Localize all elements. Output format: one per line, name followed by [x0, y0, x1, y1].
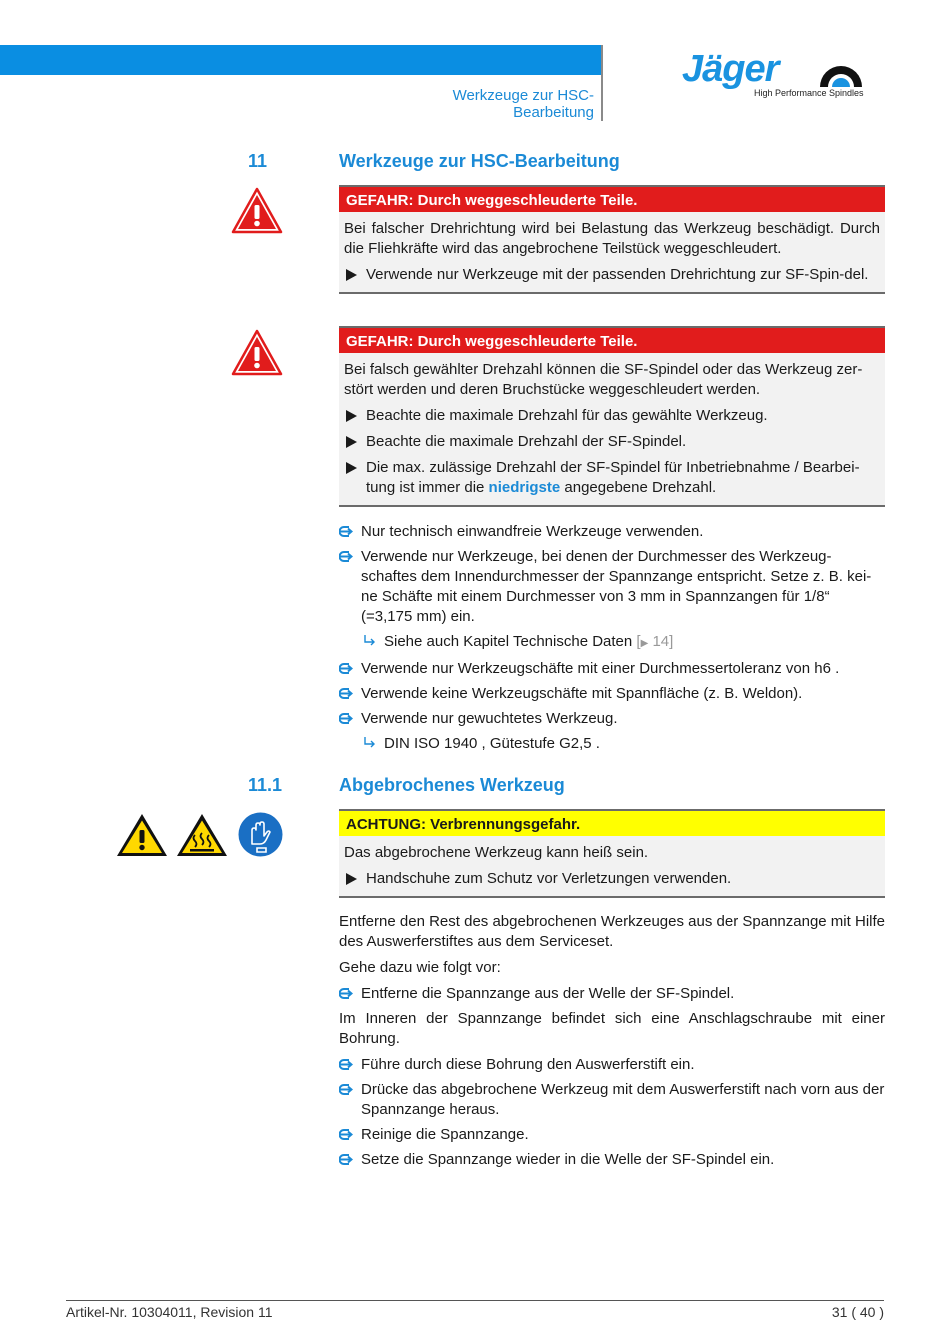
highlight-word: niedrigste: [488, 479, 561, 496]
rule-text: Verwende keine Werkzeugschäfte mit Spannfläche (z. B. Weldon).: [361, 685, 803, 702]
page-number: 31 ( 40 ): [831, 1304, 884, 1320]
action-arrow-icon: [339, 712, 353, 726]
danger-label: GEFAHR: Durch weggeschleuderte Teile.: [339, 185, 885, 212]
danger-action: [344, 458, 880, 498]
danger-action: Beachte die maximale Drehzahl für das gewählte Werkzeug.: [344, 406, 880, 426]
action-arrow-icon: [339, 1058, 353, 1072]
action-arrow-icon: [339, 1083, 353, 1097]
rules-list: [339, 522, 885, 759]
danger-text: Bei falsch gewählter Drehzahl können die SF-Spindel oder das Werkzeug zer-stört werden und deren Bruchstücke weggeschleudert werden.: [344, 361, 863, 398]
action-arrow-icon: [339, 550, 353, 564]
logo-dome-icon: [816, 60, 866, 88]
section-number: 11: [248, 151, 268, 171]
list-item: [339, 659, 885, 679]
reference-text: DIN ISO 1940 , Gütestufe G2,5 .: [384, 735, 600, 752]
rule-text: Verwende nur Werkzeugschäfte mit einer Durchmessertoleranz von h6 .: [361, 660, 840, 677]
caution-label: ACHTUNG: Verbrennungsgefahr.: [339, 809, 885, 836]
list-item: [339, 1080, 885, 1120]
footer-divider: [66, 1300, 884, 1301]
article-number: Artikel-Nr. 10304011, Revision 11: [66, 1304, 273, 1320]
step-text: Reinige die Spannzange.: [361, 1126, 529, 1143]
result-arrow-icon: [362, 634, 376, 648]
step-text: Führe durch diese Bohrung den Auswerferstift ein.: [361, 1056, 695, 1073]
subsection-title: Abgebrochenes Werkzeug: [339, 775, 565, 795]
section-title: Werkzeuge zur HSC-Bearbeitung: [339, 151, 620, 171]
header-divider: [601, 45, 603, 121]
result-arrow-icon: [362, 736, 376, 750]
warning-triangle-icon: [115, 812, 169, 858]
danger-action: Verwende nur Werkzeuge mit der passenden Drehrichtung zur SF-Spin-del.: [344, 265, 880, 285]
subsection-number: 11.1: [248, 775, 283, 795]
header-bar: [0, 45, 603, 75]
middle-paragraph: Im Inneren der Spannzange befindet sich eine Anschlagschraube mit einer Bohrung.: [339, 1010, 885, 1047]
danger-label: GEFAHR: Durch weggeschleuderte Teile.: [339, 326, 885, 353]
list-item: [339, 1150, 885, 1170]
warning-triangle-icon: [230, 328, 284, 377]
list-item: [339, 547, 885, 627]
list-item: [339, 632, 885, 654]
caution-box: [339, 809, 885, 898]
rule-text: Nur technisch einwandfreie Werkzeuge verwenden.: [361, 523, 704, 540]
action-arrow-icon: [339, 1153, 353, 1167]
logo-word: Jäger: [682, 48, 779, 90]
action-arrow-icon: [339, 1128, 353, 1142]
header-title: Werkzeuge zur HSC-Bearbeitung: [452, 87, 594, 121]
reference-text: Siehe auch Kapitel Technische Daten: [384, 633, 633, 650]
rule-text: Verwende nur Werkzeuge, bei denen der Durchmesser des Werkzeug-schaftes dem Innendurchmesser der Spannzange entspricht. Setze z. B. kei-ne Schäfte mit einem Durchmesser von 3 mm in Spannzangen für 1/8“ (=3,175 mm) ein.: [361, 548, 872, 625]
warning-triangle-icon: [230, 186, 284, 235]
list-item: [339, 984, 885, 1004]
list-item: [339, 522, 885, 542]
intro-paragraph: Entferne den Rest des abgebrochenen Werkzeuges aus der Spannzange mit Hilfe des Auswerferstiftes aus dem Serviceset.: [339, 913, 885, 950]
jaeger-logo: [682, 48, 872, 104]
wear-gloves-icon: [238, 812, 283, 857]
howto-paragraph: Gehe dazu wie folgt vor:: [339, 959, 501, 976]
list-item: [339, 734, 885, 754]
danger-action: Beachte die maximale Drehzahl der SF-Spindel.: [344, 432, 880, 452]
rule-text: Verwende nur gewuchtetes Werkzeug.: [361, 710, 618, 727]
action-text: Die max. zulässige Drehzahl der SF-Spindel für Inbetriebnahme / Bearbei-tung ist immer die: [366, 459, 860, 496]
hot-surface-icon: [175, 812, 229, 858]
danger-box-1: [339, 185, 885, 294]
step-text: Entferne die Spannzange aus der Welle der SF-Spindel.: [361, 985, 735, 1002]
list-item: [339, 709, 885, 729]
caution-text: Das abgebrochene Werkzeug kann heiß sein.: [344, 844, 649, 861]
logo-subtitle: High Performance Spindles: [754, 88, 864, 98]
action-text: angegebene Drehzahl.: [564, 479, 717, 496]
page-reference-link[interactable]: [▶ 14]: [636, 633, 674, 650]
action-arrow-icon: [339, 662, 353, 676]
list-item: [339, 684, 885, 704]
page-reference-number: 14: [652, 633, 670, 650]
step-text: Drücke das abgebrochene Werkzeug mit dem Auswerferstift nach vorn aus der Spannzange heraus.: [361, 1081, 885, 1118]
list-item: [339, 1055, 885, 1075]
danger-box-2: [339, 326, 885, 507]
step-text: Setze die Spannzange wieder in die Welle der SF-Spindel ein.: [361, 1151, 775, 1168]
danger-text: Bei falscher Drehrichtung wird bei Belastung das Werkzeug beschädigt. Durch die Fliehkräfte wird das angebrochene Teilstück weggeschleudert.: [344, 220, 880, 257]
caution-action: Handschuhe zum Schutz vor Verletzungen verwenden.: [344, 869, 880, 889]
procedure: [339, 912, 885, 1175]
action-arrow-icon: [339, 687, 353, 701]
action-arrow-icon: [339, 987, 353, 1001]
action-arrow-icon: [339, 525, 353, 539]
list-item: [339, 1125, 885, 1145]
